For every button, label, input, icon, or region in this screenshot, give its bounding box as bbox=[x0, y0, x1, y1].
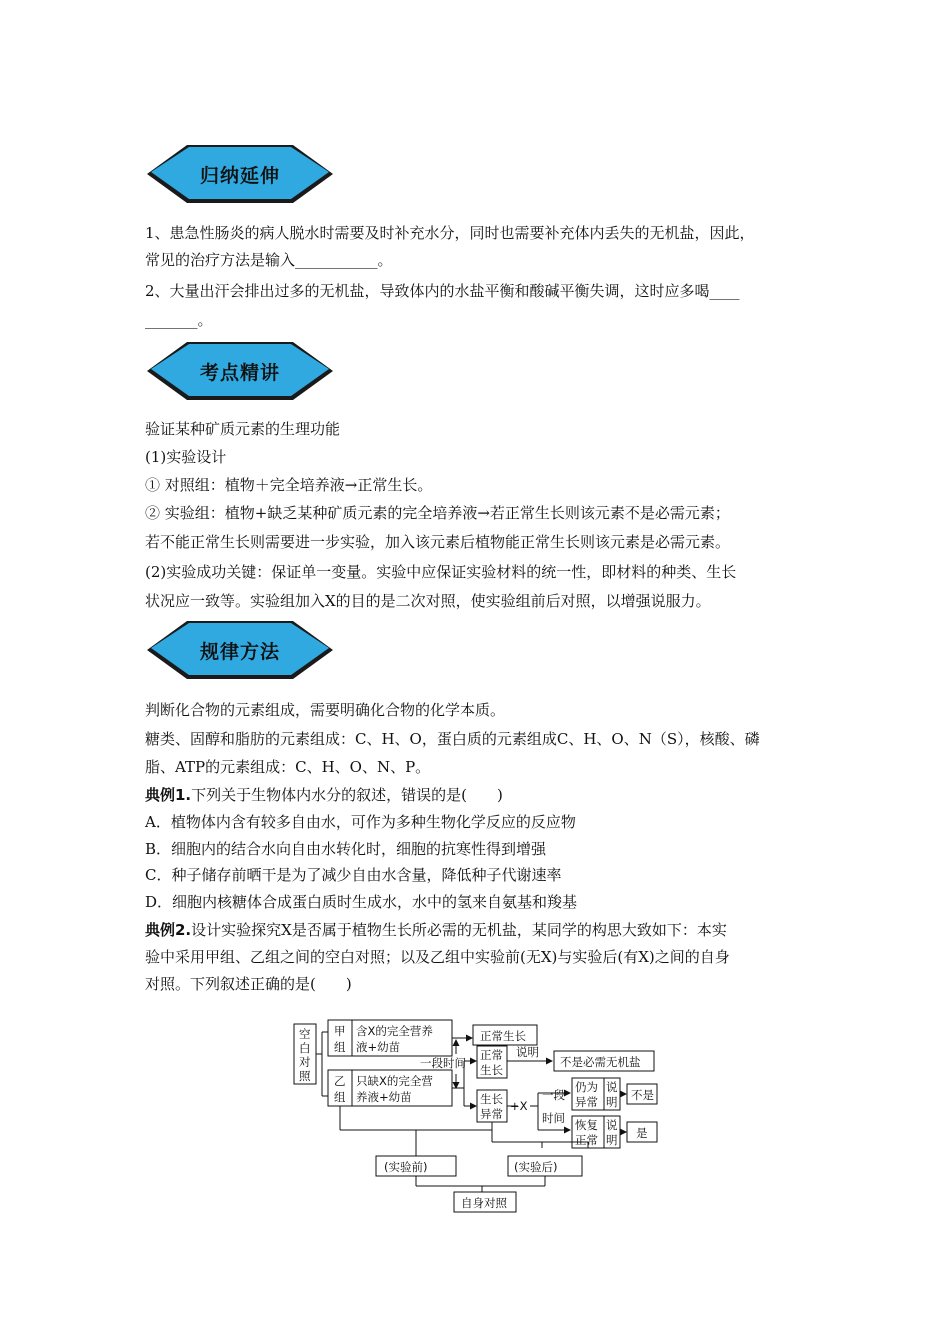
zishen-label: 自身对照 bbox=[461, 1196, 507, 1210]
jiazu-char-1: 甲 bbox=[334, 1024, 346, 1038]
shiyanhou-label: (实验后) bbox=[514, 1160, 558, 1174]
example2-stem-3: 对照。下列叙述正确的是( ) bbox=[145, 975, 352, 993]
shuoming-v2-2: 明 bbox=[606, 1133, 618, 1147]
bushi-label: 不是 bbox=[631, 1088, 654, 1102]
yiduan2-2: 时间 bbox=[542, 1111, 565, 1125]
zhengchang-mid-2: 生长 bbox=[480, 1063, 503, 1077]
rengwei-2: 异常 bbox=[575, 1095, 598, 1109]
guilv-l3: 脂、ATP的元素组成：C、H、O、N、P。 bbox=[145, 758, 431, 776]
zhengchang-mid-1: 正常 bbox=[480, 1048, 503, 1062]
shuoming-v1-2: 明 bbox=[606, 1095, 618, 1109]
section-badge-guina bbox=[145, 143, 335, 205]
flow-diagram-svg bbox=[292, 1018, 672, 1218]
kongbai-char-3: 对 bbox=[299, 1055, 311, 1069]
yi-content-2: 养液+幼苗 bbox=[356, 1090, 412, 1104]
kaodian-l7: 状况应一致等。实验组加入X的目的是二次对照，使实验组前后对照，以增强说服力。 bbox=[145, 592, 711, 610]
jia-content-1: 含X的完全营养 bbox=[356, 1024, 433, 1038]
kongbai-char-1: 空 bbox=[299, 1027, 311, 1041]
guina-p2b: _______。 bbox=[145, 311, 213, 329]
rengwei-1: 仍为 bbox=[575, 1080, 598, 1094]
example2-label: 典例2. bbox=[145, 921, 192, 939]
section-title-kaodian: 考点精讲 bbox=[199, 361, 280, 384]
yichang-1: 生长 bbox=[480, 1092, 503, 1106]
yi-content-1: 只缺X的完全营 bbox=[356, 1074, 433, 1088]
kaodian-l6: (2)实验成功关键：保证单一变量。实验中应保证实验材料的统一性，即材料的种类、生长 bbox=[145, 563, 737, 581]
example2-stem-1 bbox=[145, 919, 727, 941]
example2-stem-2: 验中采用甲组、乙组之间的空白对照；以及乙组中实验前(无X)与实验后(有X)之间的自身 bbox=[145, 948, 730, 966]
section-badge-kaodian bbox=[145, 340, 335, 402]
example1-stem bbox=[145, 784, 503, 806]
example1-label: 典例1. bbox=[145, 786, 192, 804]
kongbai-char-2: 白 bbox=[299, 1041, 311, 1055]
shuoming-v1-1: 说 bbox=[606, 1080, 618, 1094]
shiyanqian-label: (实验前) bbox=[384, 1160, 428, 1174]
kaodian-l2: (1)实验设计 bbox=[145, 448, 227, 466]
plus-x-label: +X bbox=[510, 1099, 528, 1113]
kongbai-char-4: 照 bbox=[299, 1069, 311, 1083]
kaodian-l5: 若不能正常生长则需要进一步实验，加入该元素后植物能正常生长则该元素是必需元素。 bbox=[145, 533, 731, 551]
guina-p1b: 常见的治疗方法是输入___________。 bbox=[145, 251, 393, 269]
guina-p1a: 1、患急性肠炎的病人脱水时需要及时补充水分，同时也需要补充体内丢失的无机盐，因此， bbox=[145, 224, 755, 242]
jia-content-2: 液+幼苗 bbox=[356, 1040, 401, 1054]
guina-p2a: 2、大量出汗会排出过多的无机盐，导致体内的水盐平衡和酸碱平衡失调，这时应多喝____ bbox=[145, 282, 740, 300]
example1-option-a: A．植物体内含有较多自由水，可作为多种生物化学反应的反应物 bbox=[145, 813, 576, 831]
yizu-char-1: 乙 bbox=[334, 1074, 346, 1088]
yizu-char-2: 组 bbox=[334, 1090, 346, 1104]
jiazu-char-2: 组 bbox=[334, 1040, 346, 1054]
bushi-bixu-label: 不是必需无机盐 bbox=[560, 1055, 641, 1069]
guilv-l2: 糖类、固醇和脂肪的元素组成：C、H、O，蛋白质的元素组成C、H、O、N（S），核酸、磷 bbox=[145, 730, 760, 748]
yichang-2: 异常 bbox=[480, 1107, 503, 1121]
section-badge-guilv bbox=[145, 619, 335, 681]
example1-option-d: D．细胞内核糖体合成蛋白质时生成水，水中的氢来自氨基和羧基 bbox=[145, 893, 578, 911]
kaodian-l3: ① 对照组：植物＋完全培养液→正常生长。 bbox=[145, 476, 433, 494]
huifu-2: 正常 bbox=[575, 1133, 598, 1147]
section-title-guina: 归纳延伸 bbox=[199, 164, 280, 187]
shuoming-v2-1: 说 bbox=[606, 1118, 618, 1132]
huifu-1: 恢复 bbox=[575, 1118, 598, 1132]
yiduan2-1: 一段 bbox=[542, 1088, 565, 1102]
shi-label: 是 bbox=[636, 1126, 648, 1140]
experiment-flow-diagram bbox=[292, 1018, 672, 1222]
example2-question: 设计实验探究X是否属于植物生长所必需的无机盐，某同学的构思大致如下：本实 bbox=[191, 921, 727, 939]
shuoming-label: 说明 bbox=[516, 1045, 539, 1059]
yiduan-label: 一段时间 bbox=[420, 1056, 466, 1070]
kaodian-l1: 验证某种矿质元素的生理功能 bbox=[145, 420, 341, 438]
zhengchang-top-label: 正常生长 bbox=[480, 1029, 526, 1043]
guilv-l1: 判断化合物的元素组成，需要明确化合物的化学本质。 bbox=[145, 701, 506, 719]
example1-question: 下列关于生物体内水分的叙述，错误的是( ) bbox=[191, 786, 503, 804]
example1-option-c: C．种子储存前晒干是为了减少自由水含量，降低种子代谢速率 bbox=[145, 866, 562, 884]
kaodian-l4: ② 实验组：植物+缺乏某种矿质元素的完全培养液→若正常生长则该元素不是必需元素； bbox=[145, 504, 730, 522]
section-title-guilv: 规律方法 bbox=[199, 640, 280, 663]
example1-option-b: B．细胞内的结合水向自由水转化时，细胞的抗寒性得到增强 bbox=[145, 840, 547, 858]
